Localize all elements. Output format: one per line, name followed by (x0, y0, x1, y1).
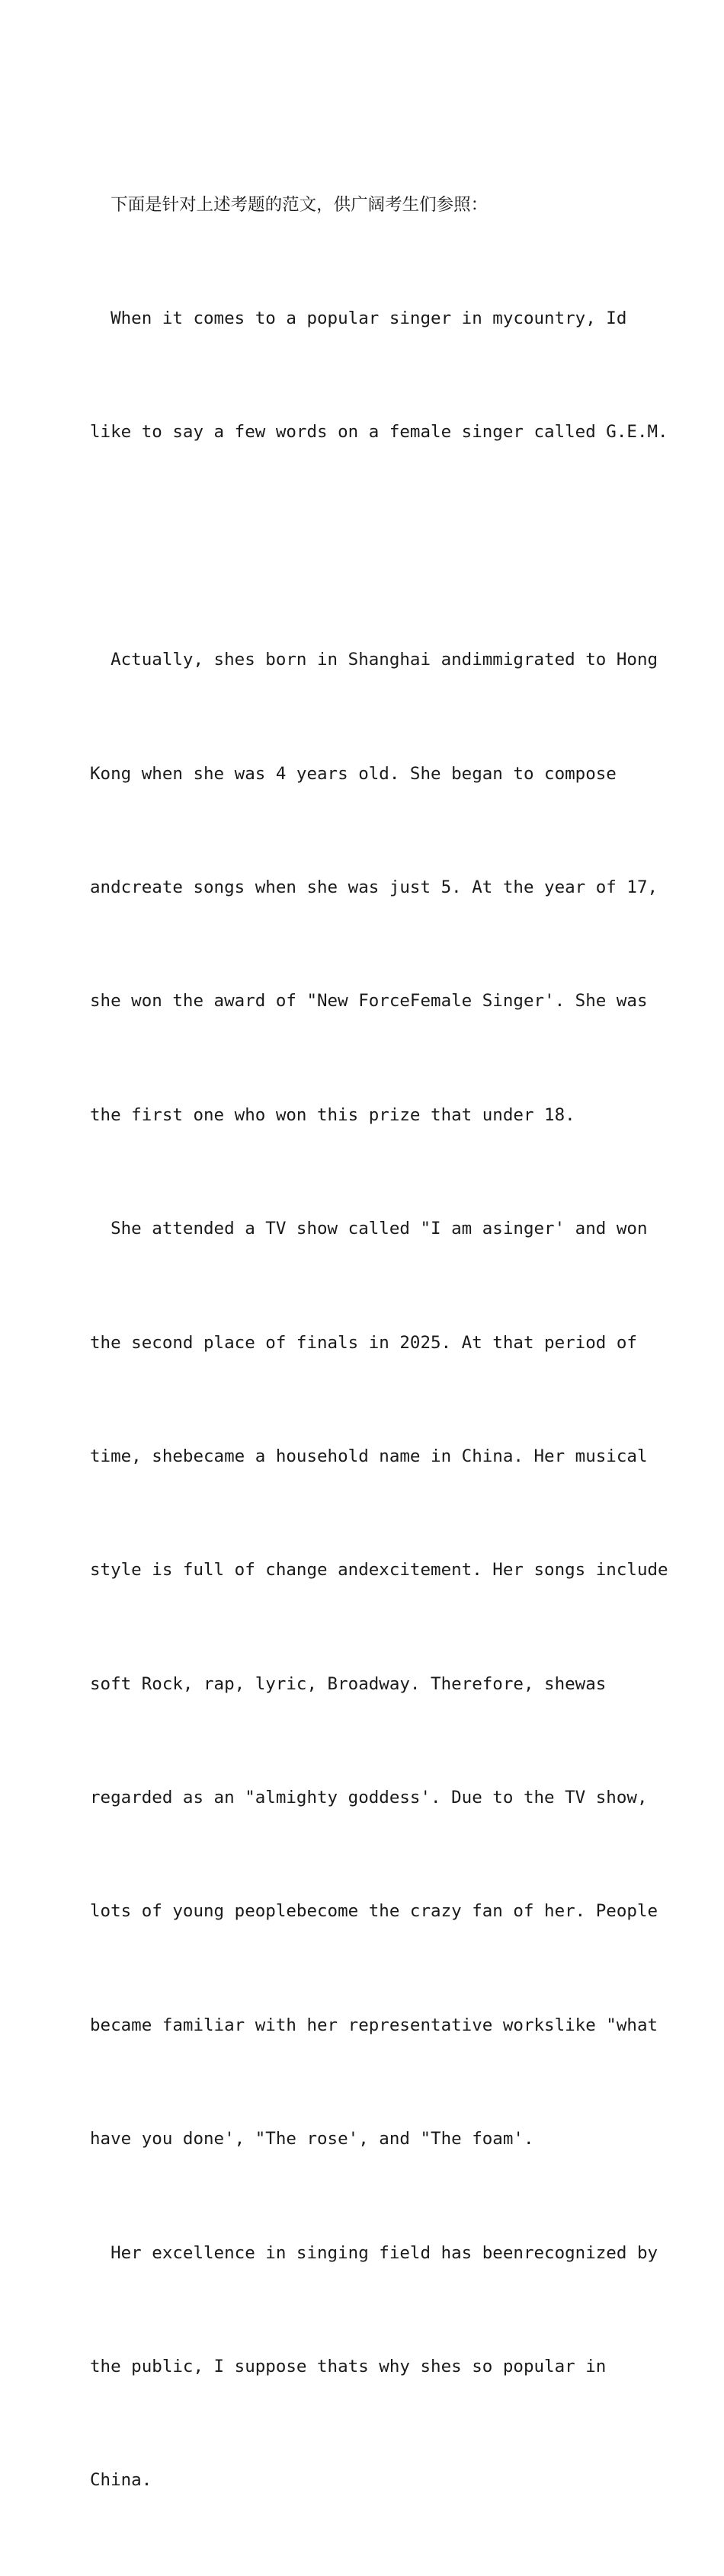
paragraph-3-line: regarded as an "almighty goddess'. Due to the TV show, (90, 1788, 648, 1808)
paragraph-4-line: Her excellence in singing field has beenrecognized by (90, 2242, 658, 2263)
paragraph-4-line: China. (90, 2470, 152, 2491)
paragraph-3-line: soft Rock, rap, lyric, Broadway. Therefore, shewas (90, 1673, 607, 1694)
paragraph-2-line: andcreate songs when she was just 5. At the year of 17, (90, 877, 658, 897)
paragraph-3-line: became familiar with her representative workslike "what (90, 2015, 658, 2035)
paragraph-3-line: She attended a TV show called "I am asinger' and won (90, 1219, 648, 1239)
paragraph-2-line: the first one who won this prize that under 18. (90, 1104, 575, 1125)
paragraph-3-line: have you done', "The rose', and "The foam'. (90, 2129, 534, 2149)
paragraph-3-line: the second place of finals in 2025. At that period of (90, 1332, 637, 1353)
essay-body (90, 110, 668, 2576)
paragraph-1-line: like to say a few words on a female singer called G.E.M. (90, 422, 668, 443)
intro-line: 下面是针对上述考题的范文，供广阔考生们参照： (90, 194, 489, 215)
blank-line (90, 528, 646, 566)
paragraph-3-line: time, shebecame a household name in China. Her musical (90, 1446, 648, 1466)
paragraph-4-line: the public, I suppose thats why shes so popular in (90, 2357, 607, 2377)
paragraph-2-line: Kong when she was 4 years old. She began to compose (90, 763, 617, 784)
paragraph-3-line: lots of young peoplebecome the crazy fan of her. People (90, 1901, 658, 1922)
paragraph-1-line: When it comes to a popular singer in mycountry, Id (90, 308, 627, 328)
paragraph-2-line: she won the award of "New ForceFemale Singer'. She was (90, 991, 648, 1012)
paragraph-3-line: style is full of change andexcitement. Her songs include (90, 1560, 668, 1580)
paragraph-2-line: Actually, shes born in Shanghai andimmigrated to Hong (90, 650, 658, 670)
